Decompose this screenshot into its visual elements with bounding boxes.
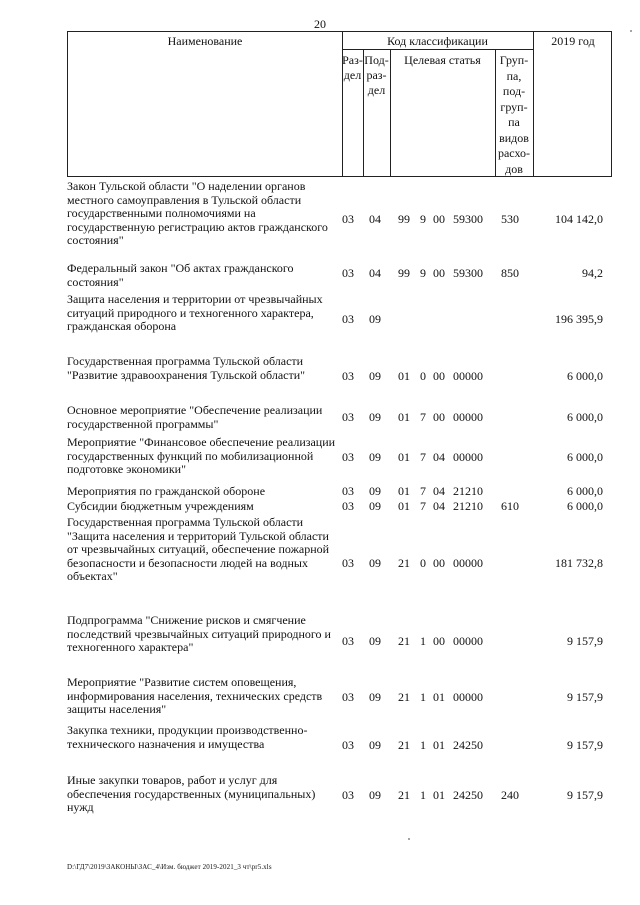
row-name: Государственная программа Тульской области "Развитие здравоохранения Тульской области" [67,354,306,382]
page-number: 20 [314,17,326,31]
row-target-4: 00000 [453,369,483,383]
row-section: 03 [342,369,354,383]
row-target-2: 7 [420,484,426,498]
file-path-footer: D:\ГД7\2019\ЗАКОНЫ\ЗАС_4\Изм. бюджет 2019-2021_3 чт\pr5.xls [67,863,272,871]
row-target-3: 01 [433,738,445,752]
header-classification: Код классификации [387,34,488,48]
row-subsection: 04 [369,266,381,280]
row-target-2: 1 [420,788,426,802]
scan-speck [630,30,632,32]
row-target-1: 01 [398,484,410,498]
row-name: Мероприятие "Финансовое обеспечение реализации государственных функций по мобилизационной подготовке экономики" [67,435,336,476]
row-amount: 6 000,0 [567,410,603,424]
row-amount: 9 157,9 [567,788,603,802]
row-target-1: 21 [398,788,410,802]
row-amount: 94,2 [582,266,603,280]
row-expense-type: 530 [501,212,519,226]
row-amount: 9 157,9 [567,690,603,704]
row-amount: 104 142,0 [555,212,603,226]
row-name: Иные закупки товаров, работ и услуг для обеспечения государственных (муниципальных) нужд [67,773,316,814]
row-target-3: 01 [433,788,445,802]
row-amount: 6 000,0 [567,450,603,464]
header-year: 2019 год [551,34,595,48]
row-target-2: 9 [420,266,426,280]
row-target-2: 1 [420,690,426,704]
row-target-3: 00 [433,212,445,226]
row-target-1: 21 [398,634,410,648]
row-target-2: 7 [420,450,426,464]
row-name: Закупка техники, продукции производственно-технического назначения и имущества [67,723,308,751]
row-amount: 9 157,9 [567,738,603,752]
header-divider [390,49,391,176]
row-name: Закон Тульской области "О наделении органов местного самоуправления в Тульской области государственными полномочиями на государственную регистрацию актов гражданского состояния" [67,179,328,247]
scan-speck [408,838,410,840]
header-name: Наименование [167,34,243,48]
row-target-1: 21 [398,690,410,704]
row-target-1: 21 [398,556,410,570]
row-amount: 196 395,9 [555,312,603,326]
row-target-4: 00000 [453,690,483,704]
row-amount: 6 000,0 [567,369,603,383]
row-name: Субсидии бюджетным учреждениям [67,499,254,513]
row-name: Мероприятие "Развитие систем оповещения, информирования населения, технических средств защиты населения" [67,675,323,716]
row-target-1: 01 [398,499,410,513]
header-divider [342,49,533,50]
row-section: 03 [342,410,354,424]
row-name: Государственная программа Тульской области "Защита населения и территорий Тульской области от чрезвычайных ситуаций, обеспечение пожарной безопасности и безопасности людей на водных объектах" [67,515,330,583]
row-expense-type: 610 [501,499,519,513]
row-section: 03 [342,556,354,570]
row-subsection: 09 [369,499,381,513]
row-target-4: 59300 [453,212,483,226]
row-amount: 181 732,8 [555,556,603,570]
row-name: Федеральный закон "Об актах гражданского состояния" [67,261,294,289]
row-target-2: 7 [420,410,426,424]
row-expense-type: 850 [501,266,519,280]
row-subsection: 09 [369,738,381,752]
header-subsection: Под- раз- дел [364,53,389,97]
row-target-1: 01 [398,369,410,383]
row-target-3: 00 [433,266,445,280]
row-subsection: 09 [369,690,381,704]
row-subsection: 09 [369,312,381,326]
row-target-3: 04 [433,484,445,498]
row-target-1: 99 [398,266,410,280]
row-amount: 6 000,0 [567,484,603,498]
row-target-2: 0 [420,369,426,383]
row-name: Основное мероприятие "Обеспечение реализации государственной программы" [67,403,323,431]
row-name: Мероприятия по гражданской обороне [67,484,266,498]
row-subsection: 09 [369,634,381,648]
row-subsection: 09 [369,369,381,383]
row-name: Подпрограмма "Снижение рисков и смягчение последствий чрезвычайных ситуаций природного и техногенного характера" [67,613,331,654]
row-target-4: 24250 [453,788,483,802]
header-divider [533,32,534,176]
row-target-4: 21210 [453,499,483,513]
row-section: 03 [342,450,354,464]
row-target-2: 1 [420,738,426,752]
row-subsection: 09 [369,484,381,498]
row-target-1: 99 [398,212,410,226]
row-target-3: 04 [433,450,445,464]
row-target-4: 00000 [453,556,483,570]
row-section: 03 [342,738,354,752]
row-target-4: 00000 [453,450,483,464]
row-target-4: 21210 [453,484,483,498]
header-target: Целевая статья [404,53,481,67]
row-section: 03 [342,690,354,704]
row-target-4: 59300 [453,266,483,280]
table-header [67,31,612,177]
row-section: 03 [342,266,354,280]
row-subsection: 09 [369,556,381,570]
row-section: 03 [342,312,354,326]
row-target-1: 01 [398,410,410,424]
row-expense-type: 240 [501,788,519,802]
row-target-3: 00 [433,634,445,648]
row-target-4: 00000 [453,410,483,424]
row-amount: 9 157,9 [567,634,603,648]
row-amount: 6 000,0 [567,499,603,513]
header-expense-group: Груп- па, под- груп- па видов расхо- дов [497,53,531,176]
row-section: 03 [342,788,354,802]
row-target-3: 00 [433,410,445,424]
row-target-3: 00 [433,369,445,383]
row-target-3: 04 [433,499,445,513]
row-target-3: 01 [433,690,445,704]
row-subsection: 04 [369,212,381,226]
row-section: 03 [342,499,354,513]
row-target-1: 01 [398,450,410,464]
row-target-1: 21 [398,738,410,752]
row-subsection: 09 [369,450,381,464]
row-subsection: 09 [369,788,381,802]
row-target-2: 9 [420,212,426,226]
row-name: Защита населения и территории от чрезвычайных ситуаций природного и техногенного характера, гражданская оборона [67,292,323,333]
row-section: 03 [342,634,354,648]
row-target-4: 00000 [453,634,483,648]
row-subsection: 09 [369,410,381,424]
row-target-3: 00 [433,556,445,570]
row-section: 03 [342,484,354,498]
row-target-2: 7 [420,499,426,513]
row-target-2: 0 [420,556,426,570]
row-section: 03 [342,212,354,226]
header-section: Раз- дел [342,53,363,82]
row-target-4: 24250 [453,738,483,752]
row-target-2: 1 [420,634,426,648]
